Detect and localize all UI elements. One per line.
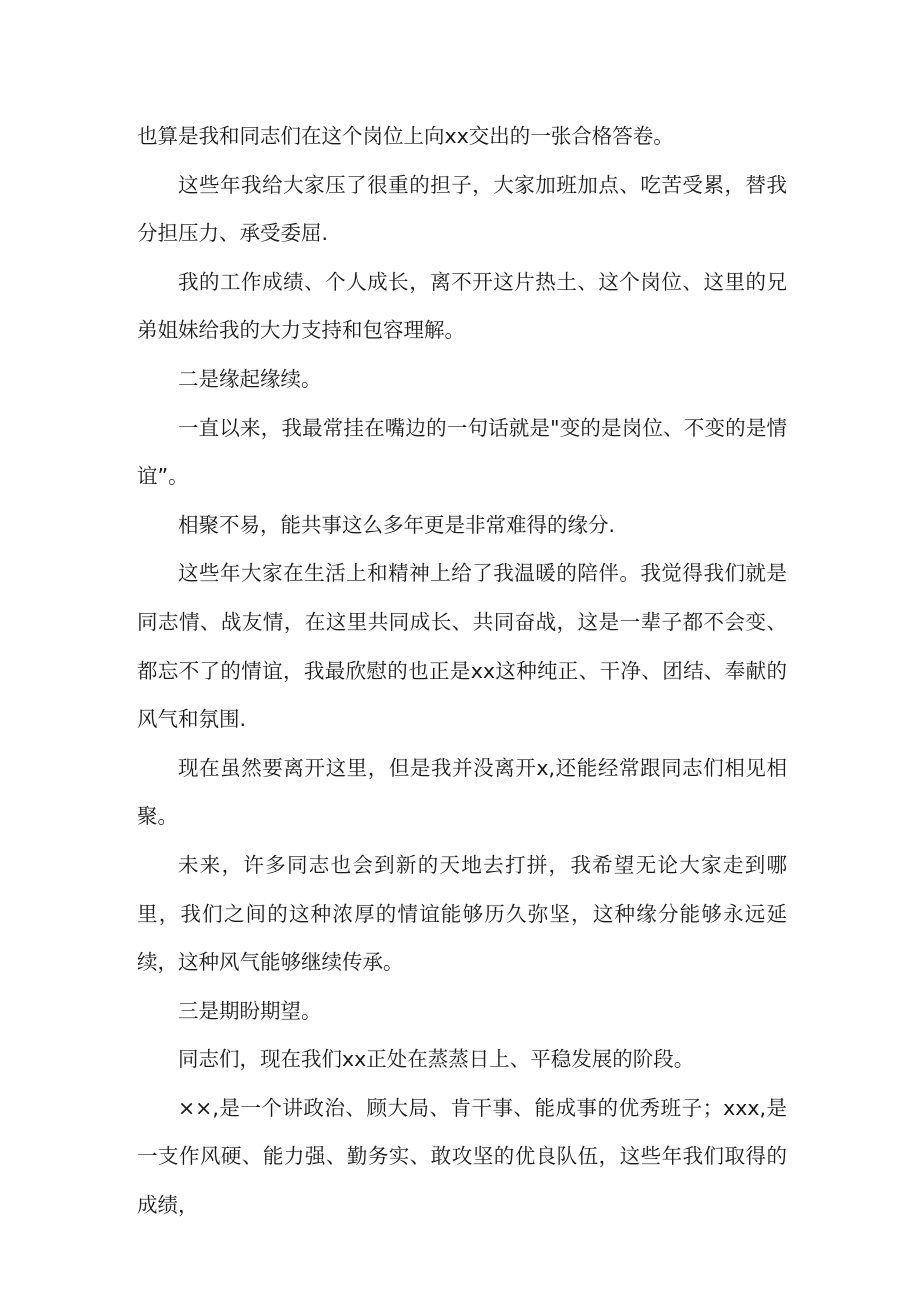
paragraph-1: 也算是我和同志们在这个岗位上向xx交出的一张合格答卷。: [137, 124, 674, 148]
paragraph-12: ××,是一个讲政治、顾大局、肯干事、能成事的优秀班子；xxx,是一支作风硬、能力强、勤务实、敢攻坚的优良队伍，这些年我们取得的成绩，: [137, 1095, 787, 1218]
paragraph-5: 一直以来，我最常挂在嘴边的一句话就是"变的是岗位、不变的是情谊”。: [137, 415, 787, 489]
section-heading-3: 三是期盼期望。: [178, 998, 322, 1023]
paragraph-3: 我的工作成绩、个人成长，离不开这片热土、这个岗位、这里的兄弟姐妹给我的大力支持和包容理解。: [137, 269, 787, 343]
paragraph-2: 这些年我给大家压了很重的担子，大家加班加点、吃苦受累，替我分担压力、承受委屈.: [137, 172, 787, 246]
section-heading-2: 二是缘起缘续。: [178, 366, 322, 391]
paragraph-6: 相聚不易，能共事这么多年更是非常难得的缘分.: [178, 512, 616, 537]
paragraph-11: 同志们，现在我们xx正处在蒸蒸日上、平稳发展的阶段。: [178, 1047, 695, 1072]
paragraph-9: 未来，许多同志也会到新的天地去打拼，我希望无论大家走到哪里，我们之间的这种浓厚的情谊能够历久弥坚，这种缘分能够永远延续，这种风气能够继续传承。: [137, 852, 787, 975]
paragraph-8: 现在虽然要离开这里，但是我并没离开x,还能经常跟同志们相见相聚。: [137, 755, 787, 829]
document-body: [137, 112, 787, 1230]
paragraph-7: 这些年大家在生活上和精神上给了我温暖的陪伴。我觉得我们就是同志情、战友情，在这里共同成长、共同奋战，这是一辈子都不会变、都忘不了的情谊，我最欣慰的也正是xx这种纯正、干净、团结、奉献的风气和氛围.: [137, 561, 787, 732]
